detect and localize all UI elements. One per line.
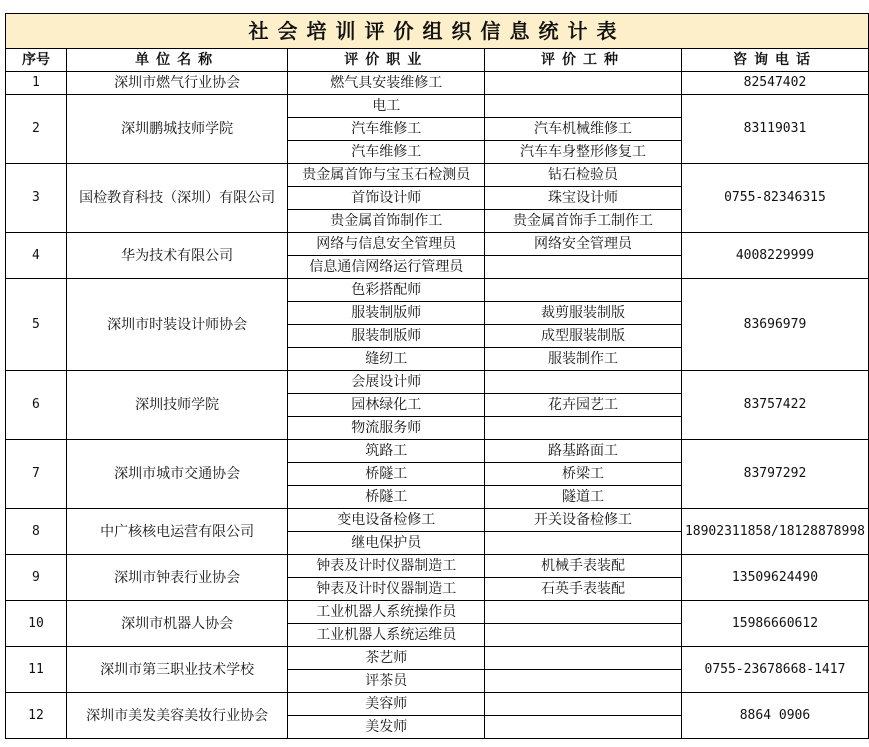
cell-org[interactable]: 中广核核电运营有限公司 [66, 509, 287, 555]
cell-trade[interactable] [485, 624, 682, 647]
table-row [6, 555, 869, 578]
cell-trade[interactable]: 开关设备检修工 [485, 509, 682, 532]
cell-occupation[interactable]: 汽车维修工 [288, 141, 485, 164]
table-row [6, 509, 869, 532]
cell-seq[interactable]: 5 [6, 279, 67, 371]
cell-occupation[interactable]: 茶艺师 [288, 647, 485, 670]
cell-occupation[interactable]: 美发师 [288, 716, 485, 739]
cell-phone[interactable]: 8864 0906 [681, 693, 868, 739]
cell-trade[interactable] [485, 417, 682, 440]
cell-phone[interactable]: 82547402 [681, 72, 868, 95]
cell-seq[interactable]: 12 [6, 693, 67, 739]
header-row [6, 49, 869, 72]
cell-occupation[interactable]: 缝纫工 [288, 348, 485, 371]
cell-trade[interactable]: 机械手表装配 [485, 555, 682, 578]
cell-org[interactable]: 深圳鹏城技师学院 [66, 95, 287, 164]
cell-trade[interactable] [485, 256, 682, 279]
cell-occupation[interactable]: 服装制版师 [288, 325, 485, 348]
cell-occupation[interactable]: 工业机器人系统操作员 [288, 601, 485, 624]
header-trade[interactable]: 评价工种 [485, 49, 682, 72]
table-title[interactable]: 社会培训评价组织信息统计表 [6, 14, 869, 49]
cell-occupation[interactable]: 贵金属首饰制作工 [288, 210, 485, 233]
cell-seq[interactable]: 7 [6, 440, 67, 509]
cell-trade[interactable] [485, 670, 682, 693]
header-occupation[interactable]: 评价职业 [288, 49, 485, 72]
cell-occupation[interactable]: 色彩搭配师 [288, 279, 485, 302]
cell-phone[interactable]: 15986660612 [681, 601, 868, 647]
table-row [6, 95, 869, 118]
cell-org[interactable]: 深圳市钟表行业协会 [66, 555, 287, 601]
cell-occupation[interactable]: 信息通信网络运行管理员 [288, 256, 485, 279]
spreadsheet [5, 13, 869, 739]
cell-trade[interactable] [485, 693, 682, 716]
cell-occupation[interactable]: 桥隧工 [288, 486, 485, 509]
cell-phone[interactable]: 13509624490 [681, 555, 868, 601]
cell-phone[interactable]: 0755-23678668-1417 [681, 647, 868, 693]
cell-occupation[interactable]: 美容师 [288, 693, 485, 716]
cell-occupation[interactable]: 燃气具安装维修工 [288, 72, 485, 95]
cell-trade[interactable] [485, 95, 682, 118]
table-row [6, 601, 869, 624]
cell-occupation[interactable]: 首饰设计师 [288, 187, 485, 210]
cell-seq[interactable]: 6 [6, 371, 67, 440]
cell-trade[interactable]: 珠宝设计师 [485, 187, 682, 210]
cell-org[interactable]: 深圳市第三职业技术学校 [66, 647, 287, 693]
cell-trade[interactable]: 石英手表装配 [485, 578, 682, 601]
table-row [6, 233, 869, 256]
cell-phone[interactable]: 18902311858/18128878998 [681, 509, 868, 555]
cell-occupation[interactable]: 服装制版师 [288, 302, 485, 325]
cell-occupation[interactable]: 贵金属首饰与宝玉石检测员 [288, 164, 485, 187]
cell-seq[interactable]: 1 [6, 72, 67, 95]
cell-trade[interactable]: 桥梁工 [485, 463, 682, 486]
cell-phone[interactable]: 83757422 [681, 371, 868, 440]
header-seq[interactable]: 序号 [6, 49, 67, 72]
cell-seq[interactable]: 9 [6, 555, 67, 601]
cell-trade[interactable] [485, 532, 682, 555]
table-row [6, 440, 869, 463]
header-org[interactable]: 单位名称 [66, 49, 287, 72]
cell-occupation[interactable]: 评茶员 [288, 670, 485, 693]
cell-seq[interactable]: 8 [6, 509, 67, 555]
cell-trade[interactable]: 服装制作工 [485, 348, 682, 371]
cell-occupation[interactable]: 变电设备检修工 [288, 509, 485, 532]
table-row [6, 647, 869, 670]
table-row [6, 164, 869, 187]
cell-trade[interactable]: 成型服装制版 [485, 325, 682, 348]
cell-trade[interactable] [485, 647, 682, 670]
cell-occupation[interactable]: 筑路工 [288, 440, 485, 463]
cell-trade[interactable] [485, 601, 682, 624]
cell-trade[interactable]: 汽车机械维修工 [485, 118, 682, 141]
cell-trade[interactable] [485, 716, 682, 739]
cell-occupation[interactable]: 工业机器人系统运维员 [288, 624, 485, 647]
cell-phone[interactable]: 4008229999 [681, 233, 868, 279]
cell-org[interactable]: 国检教育科技（深圳）有限公司 [66, 164, 287, 233]
cell-occupation[interactable]: 物流服务师 [288, 417, 485, 440]
header-phone[interactable]: 咨询电话 [681, 49, 868, 72]
cell-trade[interactable]: 花卉园艺工 [485, 394, 682, 417]
cell-trade[interactable]: 汽车车身整形修复工 [485, 141, 682, 164]
cell-occupation[interactable]: 桥隧工 [288, 463, 485, 486]
cell-occupation[interactable]: 钟表及计时仪器制造工 [288, 578, 485, 601]
cell-seq[interactable]: 11 [6, 647, 67, 693]
cell-phone[interactable]: 83797292 [681, 440, 868, 509]
info-table [5, 13, 869, 739]
cell-occupation[interactable]: 继电保护员 [288, 532, 485, 555]
cell-org[interactable]: 深圳市美发美容美妆行业协会 [66, 693, 287, 739]
cell-seq[interactable]: 10 [6, 601, 67, 647]
cell-trade[interactable] [485, 371, 682, 394]
cell-occupation[interactable]: 网络与信息安全管理员 [288, 233, 485, 256]
cell-trade[interactable]: 隧道工 [485, 486, 682, 509]
cell-org[interactable]: 深圳市燃气行业协会 [66, 72, 287, 95]
cell-trade[interactable]: 路基路面工 [485, 440, 682, 463]
cell-occupation[interactable]: 电工 [288, 95, 485, 118]
cell-occupation[interactable]: 钟表及计时仪器制造工 [288, 555, 485, 578]
table-row [6, 72, 869, 95]
cell-phone[interactable]: 83119031 [681, 95, 868, 164]
table-row [6, 371, 869, 394]
cell-trade[interactable] [485, 72, 682, 95]
cell-org[interactable]: 深圳技师学院 [66, 371, 287, 440]
cell-org[interactable]: 深圳市时装设计师协会 [66, 279, 287, 371]
cell-seq[interactable]: 3 [6, 164, 67, 233]
cell-trade[interactable]: 网络安全管理员 [485, 233, 682, 256]
table-row [6, 693, 869, 716]
cell-org[interactable]: 华为技术有限公司 [66, 233, 287, 279]
cell-occupation[interactable]: 汽车维修工 [288, 118, 485, 141]
cell-trade[interactable] [485, 279, 682, 302]
cell-org[interactable]: 深圳市机器人协会 [66, 601, 287, 647]
cell-phone[interactable]: 0755-82346315 [681, 164, 868, 233]
cell-org[interactable]: 深圳市城市交通协会 [66, 440, 287, 509]
cell-trade[interactable]: 裁剪服装制版 [485, 302, 682, 325]
title-row [6, 14, 869, 49]
cell-trade[interactable]: 钻石检验员 [485, 164, 682, 187]
cell-occupation[interactable]: 会展设计师 [288, 371, 485, 394]
table-body [6, 14, 869, 739]
cell-phone[interactable]: 83696979 [681, 279, 868, 371]
cell-occupation[interactable]: 园林绿化工 [288, 394, 485, 417]
table-row [6, 279, 869, 302]
cell-seq[interactable]: 2 [6, 95, 67, 164]
cell-seq[interactable]: 4 [6, 233, 67, 279]
cell-trade[interactable]: 贵金属首饰手工制作工 [485, 210, 682, 233]
